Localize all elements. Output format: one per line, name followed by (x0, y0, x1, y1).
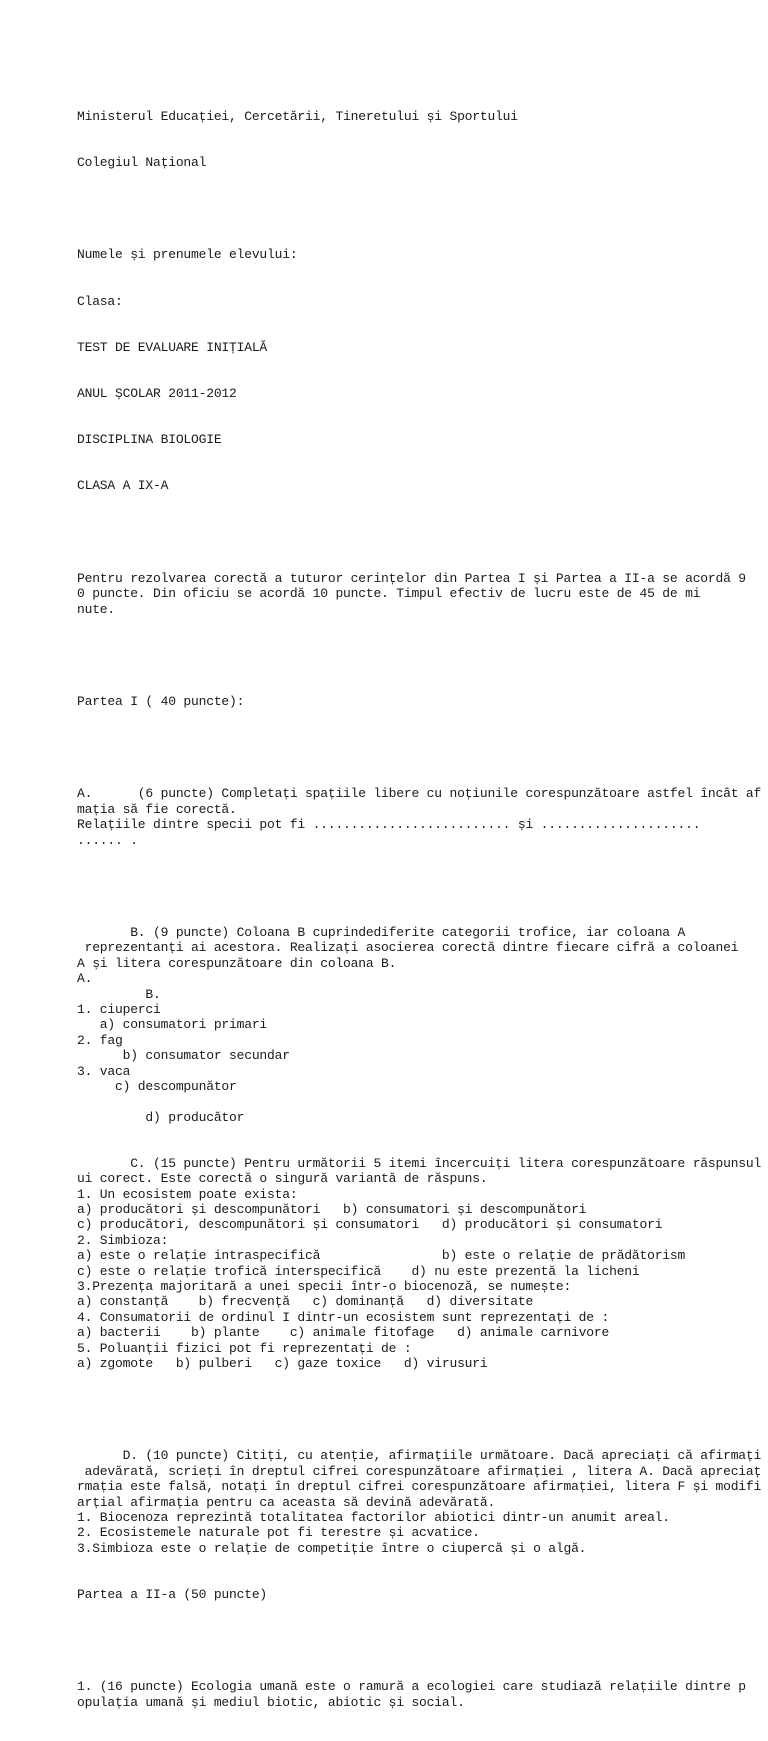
text-line: 4. Consumatorii de ordinul I dintr-un ecosistem sunt reprezentați de : (77, 1309, 610, 1325)
text-line: 1. (16 puncte) Ecologia umană este o ramură a ecologiei care studiază relațiile dintre p (77, 1679, 746, 1695)
text-line: 2. Ecosistemele naturale pot fi terestre și acvatice. (77, 1525, 480, 1541)
text-line: 3.Simbioza este o relație de competiție între o ciupercă și o algă. (77, 1540, 587, 1556)
text-line: 2. fag (77, 1032, 123, 1048)
text-line: reprezentanți ai acestora. Realizați asocierea corectă dintre fiecare cifră a coloanei (77, 940, 739, 956)
text-line: c) producători, descompunători și consumatori d) producători și consumatori (77, 1217, 663, 1233)
text-line: c) este o relație trofică interspecifică d) nu este prezentă la licheni (77, 1263, 640, 1279)
text-line: adevărată, scrieți în dreptul cifrei corespunzătoare afirmației , litera A. Dacă apreciaț (77, 1463, 762, 1479)
part2-title: Partea a II-a (50 puncte) (77, 1586, 268, 1602)
text-line: d) producător (77, 1109, 245, 1125)
text-line: A. (6 puncte) Completați spațiile libere cu noțiunile corespunzătoare astfel încât af (77, 786, 762, 802)
part1-title: Partea I ( 40 puncte): (77, 694, 245, 710)
text-line: 1. Un ecosistem poate exista: (77, 1186, 298, 1202)
text-line: Pentru rezolvarea corectă a tuturor cerințelor din Partea I și Partea a II-a se acordă 9 (77, 570, 746, 586)
text-line: Relațiile dintre specii pot fi .......................... și ..................... (77, 817, 701, 833)
text-line: 0 puncte. Din oficiu se acordă 10 puncte. Timpul efectiv de lucru este de 45 de mi (77, 586, 701, 602)
text-line: 5. Poluanții fizici pot fi reprezentați de : (77, 1340, 412, 1356)
document-body (77, 78, 768, 1741)
part2-item1 (77, 1679, 768, 1710)
text-line: C. (15 puncte) Pentru următorii 5 itemi încercuiți litera corespunzătoare răspunsul (77, 1155, 762, 1171)
text-line: 2. Simbioza: (77, 1232, 169, 1248)
spacer (77, 525, 768, 540)
school-year: ANUL ȘCOLAR 2011-2012 (77, 386, 237, 402)
test-title: TEST DE EVALUARE INIȚIALĂ (77, 339, 268, 355)
text-line: c) descompunător (77, 1078, 237, 1094)
text-line: arțial afirmația pentru ca aceasta să devină adevărată. (77, 1494, 496, 1510)
spacer (77, 1402, 768, 1417)
text-line: a) zgomote b) pulberi c) gaze toxice d) virusuri (77, 1355, 488, 1371)
text-line (77, 1094, 768, 1109)
text-line: opulația umană și mediul biotic, abiotic și social. (77, 1694, 465, 1710)
text-line: rmația este falsă, notați în dreptul cifrei corespunzătoare afirmației, litera F și modifi (77, 1479, 762, 1495)
spacer (77, 1633, 768, 1648)
section-c (77, 1156, 768, 1371)
section-d (77, 1448, 768, 1556)
instructions-block (77, 571, 768, 617)
spacer (77, 648, 768, 663)
text-line: ...... . (77, 832, 138, 848)
text-line: a) constanță b) frecvență c) dominanță d) diversitate (77, 1294, 534, 1310)
text-line: b) consumator secundar (77, 1048, 290, 1064)
text-line: mația să fie corectă. (77, 801, 237, 817)
spacer (77, 740, 768, 755)
text-line: 1. ciuperci (77, 1001, 161, 1017)
spacer (77, 879, 768, 894)
text-line: D. (10 puncte) Citiți, cu atenție, afirmațiile următoare. Dacă apreciați că afirmați (77, 1448, 762, 1464)
text-line: a) este o relație intraspecifică b) este o relație de prădătorism (77, 1248, 686, 1264)
text-line: 3. vaca (77, 1063, 131, 1079)
school-line: Colegiul Național (77, 155, 207, 171)
section-b (77, 925, 768, 1125)
text-line: B. (77, 986, 161, 1002)
text-line: A. (77, 971, 93, 987)
text-line: nute. (77, 601, 116, 617)
spacer (77, 201, 768, 216)
grade: CLASA A IX-A (77, 478, 169, 494)
text-line: B. (9 puncte) Coloana B cuprindediferite categorii trofice, iar coloana A (77, 925, 686, 941)
text-line: A și litera corespunzătoare din coloana B. (77, 955, 397, 971)
student-name-label: Numele și prenumele elevului: (77, 247, 298, 263)
text-line: 3.Prezența majoritară a unei specii într-o biocenoză, se numește: (77, 1279, 572, 1295)
text-line: a) bacterii b) plante c) animale fitofage d) animale carnivore (77, 1325, 610, 1341)
section-a (77, 786, 768, 848)
discipline: DISCIPLINA BIOLOGIE (77, 432, 222, 448)
text-line: ui corect. Este corectă o singură variantă de răspuns. (77, 1171, 488, 1187)
class-label: Clasa: (77, 293, 123, 309)
text-line: a) producători și descompunători b) consumatori și descompunători (77, 1202, 587, 1218)
ministry-line: Ministerul Educației, Cercetării, Tineretului și Sportului (77, 108, 518, 124)
text-line: a) consumatori primari (77, 1017, 268, 1033)
text-line: 1. Biocenoza reprezintă totalitatea factorilor abiotici dintr-un anumit areal. (77, 1509, 670, 1525)
